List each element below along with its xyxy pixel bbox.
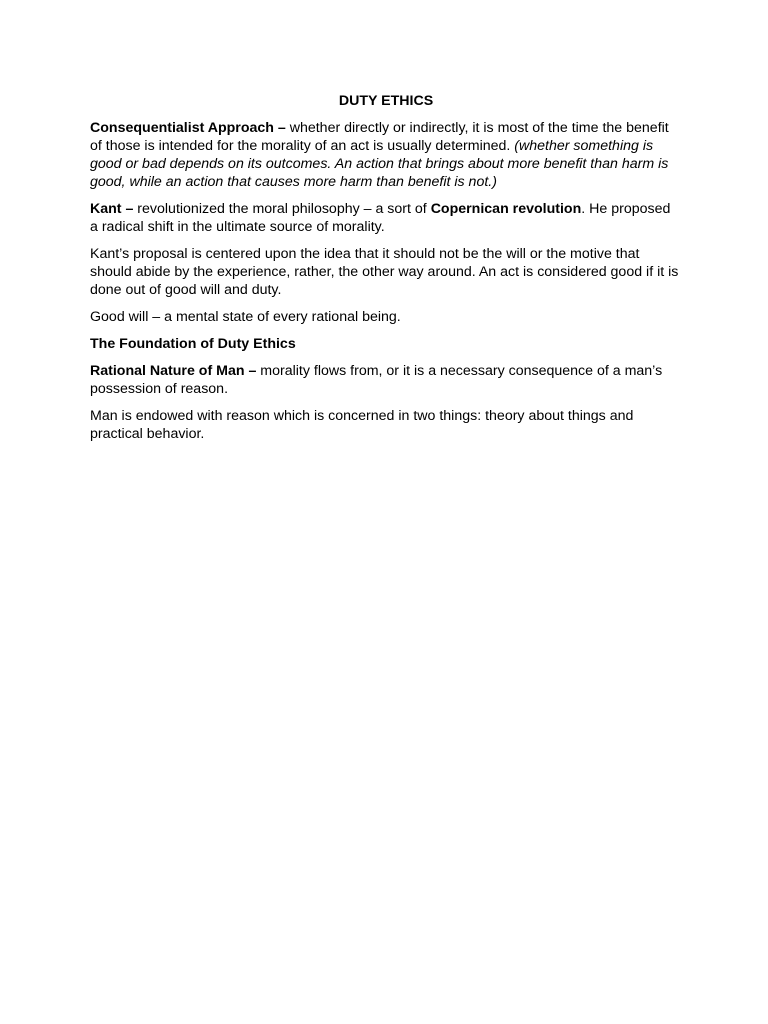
paragraph-reason: Man is endowed with reason which is concerned in two things: theory about things and practical behavior.	[90, 408, 634, 442]
term-kant: Kant –	[90, 201, 134, 217]
paragraph-rational-nature	[90, 362, 682, 398]
paragraph-consequentialist	[90, 119, 682, 191]
paragraph-kant	[90, 200, 682, 236]
section-heading-foundation: The Foundation of Duty Ethics	[90, 336, 296, 352]
text-kant-1: revolutionized the moral philosophy – a sort of	[133, 201, 431, 217]
document-page	[90, 92, 682, 452]
text-consequentialist: whether directly or indirectly, it is most of the time the benefit of those is intended for the morality of an act is usually determined.	[90, 120, 669, 154]
term-copernican: Copernican revolution	[430, 201, 582, 217]
term-consequentialist: Consequentialist Approach –	[90, 120, 286, 136]
term-rational-nature: Rational Nature of Man –	[90, 363, 257, 379]
italic-consequentialist: (whether something is good or bad depends on its outcomes. An action that brings about more benefit than harm is good, while an action that causes more harm than benefit is not.)	[90, 138, 669, 190]
text-kant-2: . He proposed a radical shift in the ultimate source of morality.	[90, 201, 671, 235]
paragraph-kant-proposal: Kant’s proposal is centered upon the idea that it should not be the will or the motive that should abide by the experience, rather, the other way around. An act is considered good if it is done out of good will and duty.	[90, 246, 679, 298]
paragraph-good-will: Good will – a mental state of every rational being.	[90, 309, 401, 325]
document-title: DUTY ETHICS	[338, 93, 434, 109]
text-rational-nature: morality flows from, or it is a necessary consequence of a man’s possession of reason.	[90, 363, 663, 397]
